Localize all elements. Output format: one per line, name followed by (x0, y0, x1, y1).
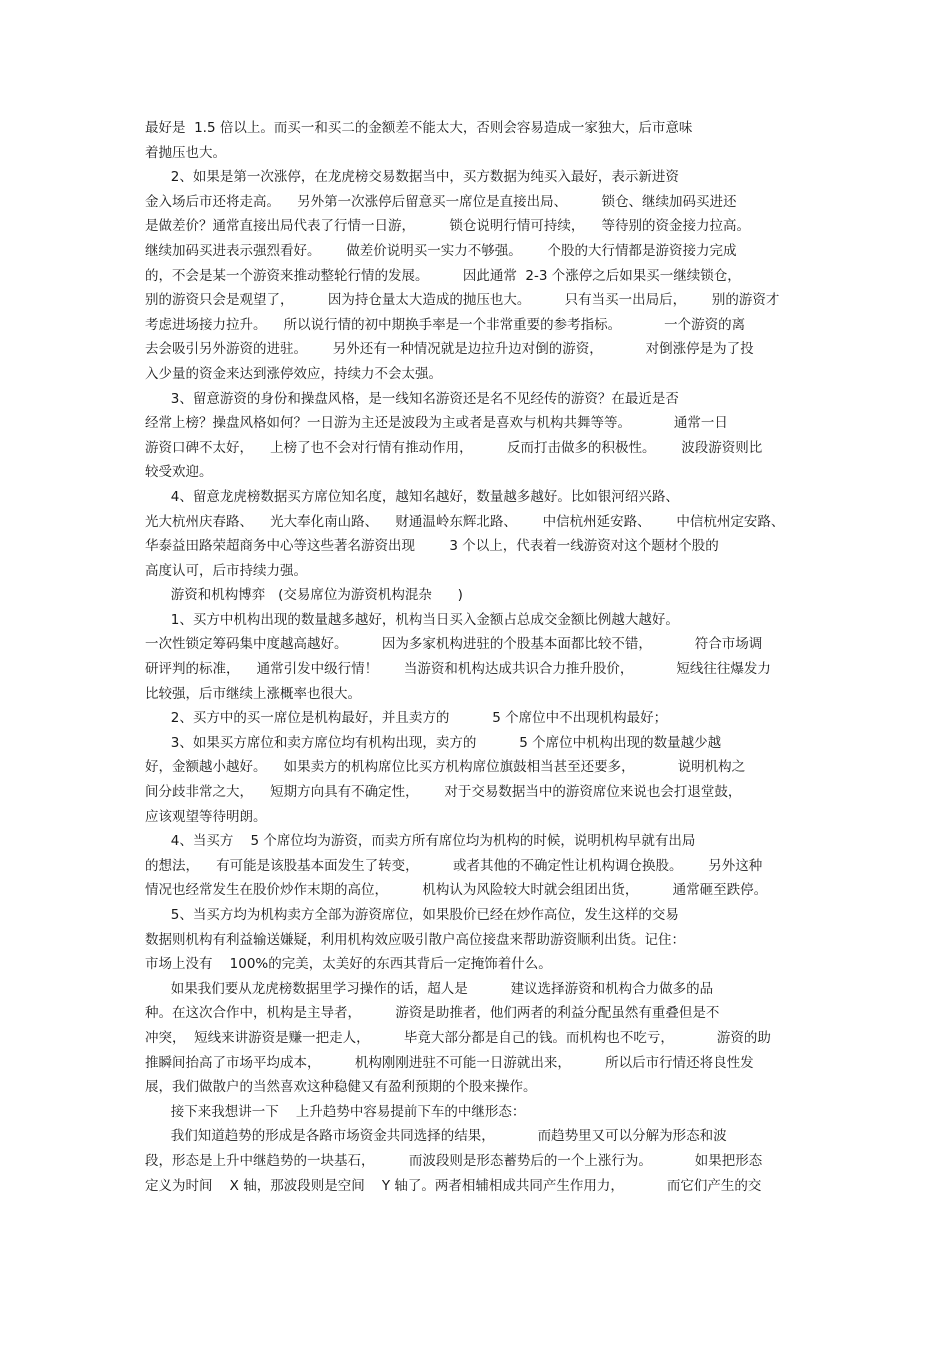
text-line: 较受欢迎。 (145, 464, 213, 481)
text-line: 考虑进场接力拉升。 所以说行情的初中期换手率是一个非常重要的参考指标。 一个游资的离 (145, 316, 746, 333)
text-line: 别的游资只会是观望了， 因为持仓量太大造成的抛压也大。 只有当买一出局后， 别的游资才 (145, 292, 780, 309)
text-line: 比较强，后市继续上涨概率也很大。 (145, 685, 361, 702)
body-text (145, 116, 805, 1198)
text-line: 经常上榜？操盘风格如何？一日游为主还是波段为主或者是喜欢与机构共舞等等。 通常一日 (145, 415, 728, 432)
text-line: 光大杭州庆春路、 光大奉化南山路、 财通温岭东辉北路、 中信杭州延安路、 中信杭州定安路、 (145, 513, 785, 530)
text-line: 数据则机构有利益输送嫌疑，利用机构效应吸引散户高位接盘来帮助游资顺利出货。记住： (145, 931, 685, 948)
text-line: 3、留意游资的身份和操盘风格，是一线知名游资还是名不见经传的游资？在最近是否 (145, 390, 679, 407)
text-line: 间分歧非常之大， 短期方向具有不确定性， 对于交易数据当中的游资席位来说也会打退堂鼓， (145, 784, 742, 801)
text-line: 4、当买方 5 个席位均为游资，而卖方所有席位均为机构的时候，说明机构早就有出局 (145, 833, 696, 850)
text-line: 最好是 1.5 倍以上。而买一和买二的金额差不能太大，否则会容易造成一家独大，后市意味 (145, 120, 693, 136)
text-line: 定义为时间 X 轴，那波段则是空间 Y 轴了。两者相辅相成共同产生作用力， 而它们产生的交 (145, 1177, 762, 1194)
text-line: 入少量的资金来达到涨停效应，持续力不会太强。 (145, 365, 442, 382)
text-line: 的想法， 有可能是该股基本面发生了转变， 或者其他的不确定性让机构调仓换股。 另外这种 (145, 857, 763, 874)
text-line: 应该观望等待明朗。 (145, 808, 267, 825)
text-line: 2、如果是第一次涨停，在龙虎榜交易数据当中，买方数据为纯买入最好，表示新进资 (145, 169, 679, 186)
text-line: 高度认可，后市持续力强。 (145, 562, 307, 579)
text-line: 推瞬间抬高了市场平均成本， 机构刚刚进驻不可能一日游就出来， 所以后市行情还将良性发 (145, 1054, 754, 1071)
text-line: 接下来我想讲一下 上升趋势中容易提前下车的中继形态： (145, 1103, 526, 1120)
text-line: 游资口碑不太好， 上榜了也不会对行情有推动作用， 反而打击做多的积极性。 波段游资则比 (145, 439, 763, 456)
text-line: 情况也经常发生在股价炒作末期的高位， 机构认为风险较大时就会组团出货， 通常砸至跌停。 (145, 882, 768, 899)
text-line: 冲突， 短线来讲游资是赚一把走人， 毕竟大部分都是自己的钱。而机构也不吃亏， 游资的助 (145, 1029, 771, 1046)
text-line: 去会吸引另外游资的进驻。 另外还有一种情况就是边拉升边对倒的游资， 对倒涨停是为了投 (145, 341, 754, 358)
text-line: 5、当买方均为机构卖方全部为游资席位，如果股价已经在炒作高位，发生这样的交易 (145, 907, 679, 923)
text-line: 是做差价？通常直接出局代表了行情一日游， 锁仓说明行情可持续， 等待别的资金接力拉高。 (145, 218, 750, 235)
text-line: 的，不会是某一个游资来推动整轮行情的发展。 因此通常 2-3 个涨停之后如果买一继续锁仓， (145, 267, 741, 284)
text-line: 1、买方中机构出现的数量越多越好，机构当日买入金额占总成交金额比例越大越好。 (145, 611, 679, 628)
text-line: 展，我们做散户的当然喜欢这种稳健又有盈利预期的个股来操作。 (145, 1079, 537, 1096)
text-line: 一次性锁定筹码集中度越高越好。 因为多家机构进驻的个股基本面都比较不错， 符合市场调 (145, 636, 763, 653)
text-line: 段，形态是上升中继趋势的一块基石， 而波段则是形态蓄势后的一个上涨行为。 如果把形态 (145, 1152, 763, 1169)
text-line: 3、如果买方席位和卖方席位均有机构出现，卖方的 5 个席位中机构出现的数量越少越 (145, 734, 722, 751)
text-line: 好，金额越小越好。 如果卖方的机构席位比买方机构席位旗鼓相当甚至还要多， 说明机构之 (145, 759, 746, 776)
text-line: 研评判的标准， 通常引发中级行情！ 当游资和机构达成共识合力推升股价， 短线往往爆发力 (145, 661, 771, 678)
text-line: 着抛压也大。 (145, 144, 226, 161)
text-line: 我们知道趋势的形成是各路市场资金共同选择的结果， 而趋势里又可以分解为形态和波 (145, 1128, 727, 1145)
text-line: 游资和机构博弈 (交易席位为游资机构混杂 ) (145, 587, 463, 604)
text-line: 华泰益田路荣超商务中心等这些著名游资出现 3 个以上，代表着一线游资对这个题材个股的 (145, 538, 719, 555)
text-line: 2、买方中的买一席位是机构最好，并且卖方的 5 个席位中不出现机构最好； (145, 710, 668, 727)
text-line: 如果我们要从龙虎榜数据里学习操作的话，超人是 建议选择游资和机构合力做多的品 (145, 980, 714, 997)
text-line: 4、留意龙虎榜数据买方席位知名度，越知名越好，数量越多越好。比如银河绍兴路、 (145, 488, 679, 505)
text-line: 种。在这次合作中，机构是主导者， 游资是助推者，他们两者的利益分配虽然有重叠但是不 (145, 1005, 720, 1022)
text-line: 继续加码买进表示强烈看好。 做差价说明买一实力不够强。 个股的大行情都是游资接力完成 (145, 242, 737, 259)
text-line: 金入场后市还将走高。 另外第一次涨停后留意买一席位是直接出局、 锁仓、继续加码买进还 (145, 193, 737, 210)
text-line: 市场上没有 100%的完美，太美好的东西其背后一定掩饰着什么。 (145, 956, 552, 973)
